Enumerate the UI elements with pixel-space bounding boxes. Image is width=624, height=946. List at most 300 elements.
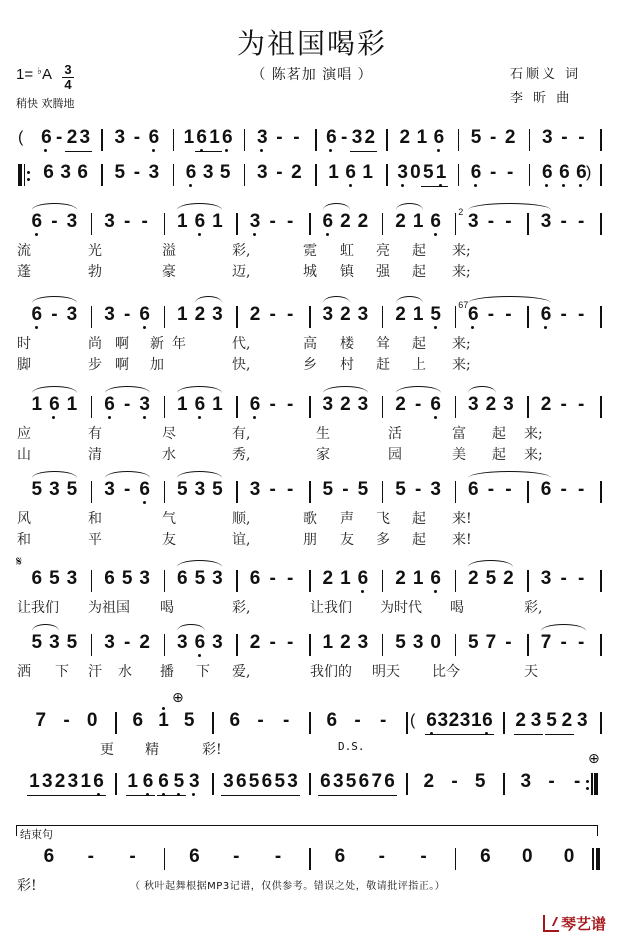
note: 6 <box>425 710 439 732</box>
note: 2 <box>399 127 411 148</box>
lyric: 播 <box>160 664 174 680</box>
note: 3 <box>104 479 115 500</box>
note: 1 <box>29 771 40 792</box>
note: 6 <box>324 127 338 149</box>
lyric: 尽 <box>162 426 176 442</box>
lyric: 起 <box>412 243 426 259</box>
note: 1 <box>183 127 195 148</box>
note: 6 <box>358 771 370 792</box>
dash-extension: - <box>51 211 58 232</box>
note: 1 <box>434 162 448 184</box>
octave-dot-low <box>52 416 55 419</box>
segno-sign-icon: 𝄋 <box>16 554 23 570</box>
barline <box>527 481 529 503</box>
lyric: 彩, <box>232 600 251 616</box>
note: 7 <box>485 632 497 653</box>
note: 5 <box>485 568 497 589</box>
lyric: 光 <box>88 243 102 259</box>
dash-extension: - <box>379 710 387 731</box>
note: 5 <box>31 479 43 500</box>
dash-extension: - <box>505 632 512 653</box>
barline <box>236 634 238 656</box>
octave-dot-low <box>192 793 195 796</box>
barline <box>455 396 457 418</box>
slur <box>32 471 77 478</box>
barline <box>244 129 246 151</box>
note: 2 <box>503 568 514 589</box>
dash-extension: - <box>293 127 300 148</box>
eighth-beam <box>469 734 494 735</box>
octave-dot-low <box>434 326 437 329</box>
slur <box>32 386 77 393</box>
slur <box>396 203 424 210</box>
lyric: 洒 <box>17 664 31 680</box>
barline <box>455 481 457 503</box>
note: 5 <box>474 771 486 792</box>
barline <box>600 634 602 656</box>
singer: （ 陈茗加 演唱 ） <box>251 67 373 83</box>
note: 6 <box>193 394 207 416</box>
octave-dot-low <box>474 184 477 187</box>
note: 6 <box>138 479 152 501</box>
note: 1 <box>412 304 424 325</box>
note: 5 <box>422 162 434 183</box>
dash-extension: - <box>341 127 348 148</box>
note: 3 <box>49 479 60 500</box>
note: 2 <box>66 127 78 148</box>
dash-extension: - <box>487 479 495 500</box>
barline <box>91 213 93 235</box>
dash-extension: - <box>578 127 585 148</box>
lyric: 气 <box>162 511 176 527</box>
note: 5 <box>395 632 406 653</box>
note: 3 <box>351 127 363 148</box>
watermark-logo <box>543 913 606 934</box>
lyric: 美 <box>452 447 466 463</box>
key-signature <box>16 66 52 83</box>
lyric: 平 <box>88 532 102 548</box>
lyric: 我们的 <box>310 664 352 680</box>
octave-dot-low <box>143 501 146 504</box>
lyric: 来! <box>452 532 472 548</box>
note: 6 <box>193 632 207 654</box>
dash-extension: - <box>282 710 290 731</box>
lyric: 为时代 <box>380 600 422 616</box>
barline <box>600 129 602 151</box>
note: 6 <box>326 710 338 731</box>
octave-dot-low <box>545 184 548 187</box>
eighth-beam <box>350 151 377 152</box>
note: 3 <box>255 127 269 149</box>
note: 3 <box>148 162 160 183</box>
dash-extension: - <box>487 211 495 232</box>
note: 2 <box>364 127 376 148</box>
lyric: 虹 <box>340 243 354 259</box>
note: 6 <box>429 394 443 416</box>
barline <box>164 848 166 870</box>
eighth-beam <box>157 795 186 796</box>
note: 2 <box>423 771 435 792</box>
octave-dot-low <box>401 184 404 187</box>
lyric: 有, <box>232 426 251 442</box>
lyric: 更 <box>100 742 114 758</box>
dash-extension: - <box>560 394 567 415</box>
barline <box>115 773 117 795</box>
octave-dot-low <box>579 184 582 187</box>
lyric: 谊, <box>232 532 251 548</box>
lyric: 啊 <box>115 336 129 352</box>
dash-extension: - <box>487 304 495 325</box>
note: 3 <box>430 479 441 500</box>
lyric: 明天 <box>372 664 400 680</box>
dash-extension: - <box>269 632 276 653</box>
octave-dot-low <box>471 326 474 329</box>
repeat-start-thin <box>24 164 25 186</box>
slur <box>468 296 551 303</box>
lyric: 加 <box>150 357 164 373</box>
note: 3 <box>357 304 369 325</box>
barline <box>115 712 117 734</box>
note: 3 <box>66 568 78 589</box>
note: 6 <box>132 710 144 731</box>
slur <box>105 471 150 478</box>
barline <box>212 773 214 795</box>
lyric: 耸 <box>376 336 390 352</box>
eighth-beam <box>126 795 155 796</box>
lyric: 家 <box>316 447 330 463</box>
note: 1 <box>328 162 339 183</box>
note: 6 <box>261 771 273 792</box>
flat-sign: ♭ <box>37 66 42 77</box>
lyric: 比今 <box>432 664 460 680</box>
octave-dot-low <box>434 233 437 236</box>
dash-extension: - <box>561 127 568 148</box>
note: 6 <box>195 127 209 149</box>
note: 2 <box>395 394 406 415</box>
eighth-beam <box>221 795 248 796</box>
note: 2 <box>395 211 406 232</box>
note: 5 <box>66 479 78 500</box>
barline <box>455 306 457 328</box>
lyric: 代, <box>232 336 251 352</box>
staff-row <box>0 690 624 770</box>
note: 5 <box>274 771 286 792</box>
lyric: 生 <box>316 426 330 442</box>
dash-extension: - <box>123 304 131 325</box>
note: 3 <box>287 771 298 792</box>
note: 1 <box>412 211 424 232</box>
lyric: 楼 <box>340 336 354 352</box>
lyric: 多 <box>376 532 390 548</box>
dash-extension: - <box>560 211 567 232</box>
note: 5 <box>470 127 482 148</box>
octave-dot-low <box>35 233 38 236</box>
barline <box>458 164 460 186</box>
note: 5 <box>546 710 557 731</box>
note: 6 <box>47 394 61 416</box>
note: 1 <box>412 568 424 589</box>
repeat-dot <box>586 787 589 790</box>
note: 3 <box>41 771 53 792</box>
note: 3 <box>104 211 115 232</box>
barline <box>600 213 602 235</box>
note: 3 <box>212 632 223 653</box>
barline <box>164 570 166 592</box>
note: 6 <box>141 771 155 793</box>
barline <box>600 306 602 328</box>
title: 为祖国喝彩 <box>236 27 387 60</box>
lyric: 起 <box>492 447 506 463</box>
note: 2 <box>249 304 261 325</box>
lyric: 天 <box>524 664 538 680</box>
lyric: 顺, <box>232 511 251 527</box>
note: 1 <box>66 394 78 415</box>
octave-dot-low <box>152 149 155 152</box>
note: 6 <box>30 304 44 326</box>
octave-dot-low <box>35 326 38 329</box>
dash-extension: - <box>287 568 294 589</box>
lyric: 应 <box>17 426 31 442</box>
barline <box>455 570 457 592</box>
dash-extension: - <box>578 632 585 653</box>
note: 6 <box>189 846 200 867</box>
note: 3 <box>194 479 206 500</box>
barline <box>236 481 238 503</box>
note: 5 <box>345 771 357 792</box>
lyric: 起 <box>412 511 426 527</box>
note: 2 <box>515 710 526 731</box>
octave-dot-low <box>253 416 256 419</box>
note: 6 <box>320 771 331 792</box>
note: 3 <box>248 211 262 233</box>
slur <box>468 560 513 567</box>
dash-extension: - <box>274 846 282 867</box>
lyric: 来; <box>452 264 471 280</box>
note: 1 <box>212 394 223 415</box>
note: 6 <box>31 568 43 589</box>
repeat-dot <box>27 171 30 174</box>
note: 3 <box>396 162 410 184</box>
dash-extension: - <box>123 632 131 653</box>
dash-extension: - <box>489 162 497 183</box>
barline <box>382 213 384 235</box>
note: 3 <box>530 710 542 731</box>
note: 7 <box>35 710 47 731</box>
lyric: 来; <box>524 447 543 463</box>
lyric: 汗 <box>88 664 102 680</box>
barline <box>164 306 166 328</box>
lyric: 园 <box>388 447 402 463</box>
open-paren: ( <box>410 712 416 729</box>
eighth-beam <box>273 795 300 796</box>
lyric: 年 <box>172 336 186 352</box>
octave-dot-low <box>253 233 256 236</box>
octave-dot-low <box>143 416 146 419</box>
note: 6 <box>557 162 571 184</box>
lyric: 溢 <box>162 243 176 259</box>
note: 0 <box>563 846 575 867</box>
note: 5 <box>176 479 188 500</box>
dash-extension: - <box>505 211 512 232</box>
barline <box>164 213 166 235</box>
lyric: 水 <box>162 447 176 463</box>
note: 6 <box>30 211 44 233</box>
octave-dot-low <box>198 416 201 419</box>
barline <box>309 481 311 503</box>
note: 6 <box>344 162 358 184</box>
barline <box>455 848 457 870</box>
octave-dot-low <box>562 184 565 187</box>
barline <box>164 634 166 656</box>
lyric: 朋 <box>303 532 317 548</box>
note: 5 <box>429 304 443 326</box>
note: 3 <box>138 394 152 416</box>
dash-extension: - <box>578 568 585 589</box>
barline <box>236 306 238 328</box>
dash-extension: - <box>287 394 294 415</box>
dash-extension: - <box>287 479 294 500</box>
dash-extension: - <box>257 710 264 731</box>
lyric: 豪 <box>162 264 176 280</box>
octave-dot-low <box>544 326 547 329</box>
barline <box>309 570 311 592</box>
note: 1 <box>416 127 428 148</box>
note: 6 <box>235 771 247 792</box>
eighth-beam <box>318 795 345 796</box>
ending-label: 结束句 <box>20 828 53 841</box>
note: 5 <box>172 771 186 793</box>
barline <box>529 164 531 186</box>
lyric: 啊 <box>115 357 129 373</box>
repeat-end-barline <box>594 773 598 795</box>
note: 1 <box>176 304 188 325</box>
note: 2 <box>340 632 351 653</box>
octave-dot-low <box>198 233 201 236</box>
lyric: 脚 <box>17 357 31 373</box>
note: 1 <box>176 211 188 232</box>
note: 3 <box>104 304 115 325</box>
close-paren: ) <box>586 164 592 181</box>
note: 3 <box>212 568 223 589</box>
lyric: 友 <box>340 532 354 548</box>
octave-dot-low <box>349 184 352 187</box>
note: 5 <box>121 568 133 589</box>
barline <box>529 129 531 151</box>
eighth-beam <box>53 795 80 796</box>
note: 6 <box>220 127 234 149</box>
lyric: 和 <box>17 532 31 548</box>
lyric: 精 <box>145 742 159 758</box>
slur <box>177 386 222 393</box>
footnote: （ 秋叶起舞根据MP3记谱，仅供参考。错误之处，敬请批评指正。） <box>130 881 446 892</box>
staff-row <box>0 554 624 628</box>
note: 1 <box>176 394 188 415</box>
note: 1 <box>127 771 138 792</box>
lyric: 亮 <box>376 243 390 259</box>
note: 6 <box>356 568 370 590</box>
barline <box>600 164 602 186</box>
note: 2 <box>322 568 334 589</box>
note: 6 <box>480 846 491 867</box>
note: 6 <box>467 479 479 500</box>
note: 3 <box>540 211 552 232</box>
note: 3 <box>467 394 479 415</box>
note: 5 <box>66 632 78 653</box>
barline <box>600 712 602 734</box>
barline <box>309 634 311 656</box>
lyric: 高 <box>303 336 317 352</box>
octave-dot-low <box>361 590 364 593</box>
lyric: 来; <box>452 357 471 373</box>
note: 1 <box>209 127 220 148</box>
lyric: 步 <box>88 357 102 373</box>
lyric: 起 <box>412 532 426 548</box>
lyric: 霓 <box>303 243 317 259</box>
note: 2 <box>485 394 497 415</box>
dash-extension: - <box>489 127 497 148</box>
dash-extension: - <box>578 394 585 415</box>
note: 1 <box>212 211 223 232</box>
note: 3 <box>66 211 78 232</box>
note: 5 <box>357 479 369 500</box>
barline <box>91 481 93 503</box>
eighth-beam <box>421 186 448 187</box>
slur <box>177 471 222 478</box>
lyric: 起 <box>492 426 506 442</box>
final-barline <box>596 848 600 870</box>
note: 6 <box>77 162 88 183</box>
watermark-text: 琴艺谱 <box>561 915 607 933</box>
lyric: 水 <box>118 664 132 680</box>
slur <box>396 386 441 393</box>
dash-extension: - <box>505 304 512 325</box>
repeat-start-thick <box>18 164 22 186</box>
dash-extension: - <box>133 127 141 148</box>
repeat-dot <box>27 178 30 181</box>
dash-extension: - <box>56 127 63 148</box>
dash-extension: - <box>233 846 240 867</box>
note: 6 <box>229 710 241 731</box>
dash-extension: - <box>507 162 514 183</box>
octave-dot-low <box>108 416 111 419</box>
barline <box>591 773 593 795</box>
lyric: 和 <box>88 511 102 527</box>
note: 3 <box>540 568 552 589</box>
barline <box>600 396 602 418</box>
dash-extension: - <box>414 394 422 415</box>
dash-extension: - <box>123 479 131 500</box>
barline <box>212 712 214 734</box>
barline <box>527 396 529 418</box>
barline <box>527 306 529 328</box>
lyric: 彩! <box>202 742 222 758</box>
note: 3 <box>114 127 126 148</box>
lyric: 让我们 <box>310 600 352 616</box>
barline <box>382 634 384 656</box>
lyric: 村 <box>340 357 354 373</box>
note: 5 <box>49 568 60 589</box>
barline <box>455 213 457 235</box>
note: 3 <box>79 127 91 148</box>
coda-sign-icon: ⊕ <box>172 690 184 706</box>
slur <box>195 296 223 303</box>
note: 2 <box>340 304 351 325</box>
note: 3 <box>212 304 223 325</box>
note: 3 <box>322 304 334 325</box>
note: 2 <box>540 394 552 415</box>
lyric: 来! <box>452 511 472 527</box>
note: 1 <box>322 632 334 653</box>
